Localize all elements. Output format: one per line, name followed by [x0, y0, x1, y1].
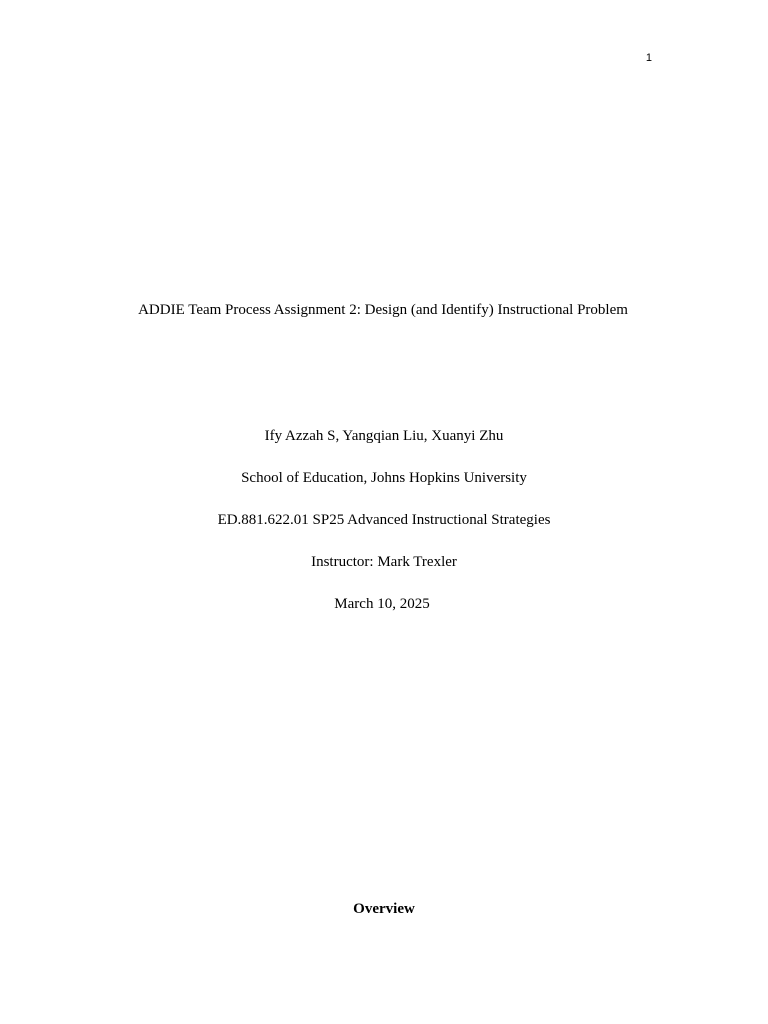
section-heading-overview: Overview [353, 901, 415, 917]
paper-title: ADDIE Team Process Assignment 2: Design (and Identify) Instructional Problem [138, 302, 628, 318]
author-names: Ify Azzah S, Yangqian Liu, Xuanyi Zhu [264, 428, 504, 444]
instructor-name: Instructor: Mark Trexler [311, 554, 457, 570]
page-number: 1 [645, 52, 652, 64]
submission-date: March 10, 2025 [334, 596, 430, 612]
course-name: ED.881.622.01 SP25 Advanced Instructional Strategies [217, 512, 551, 528]
institutional-affiliation: School of Education, Johns Hopkins University [241, 470, 527, 486]
